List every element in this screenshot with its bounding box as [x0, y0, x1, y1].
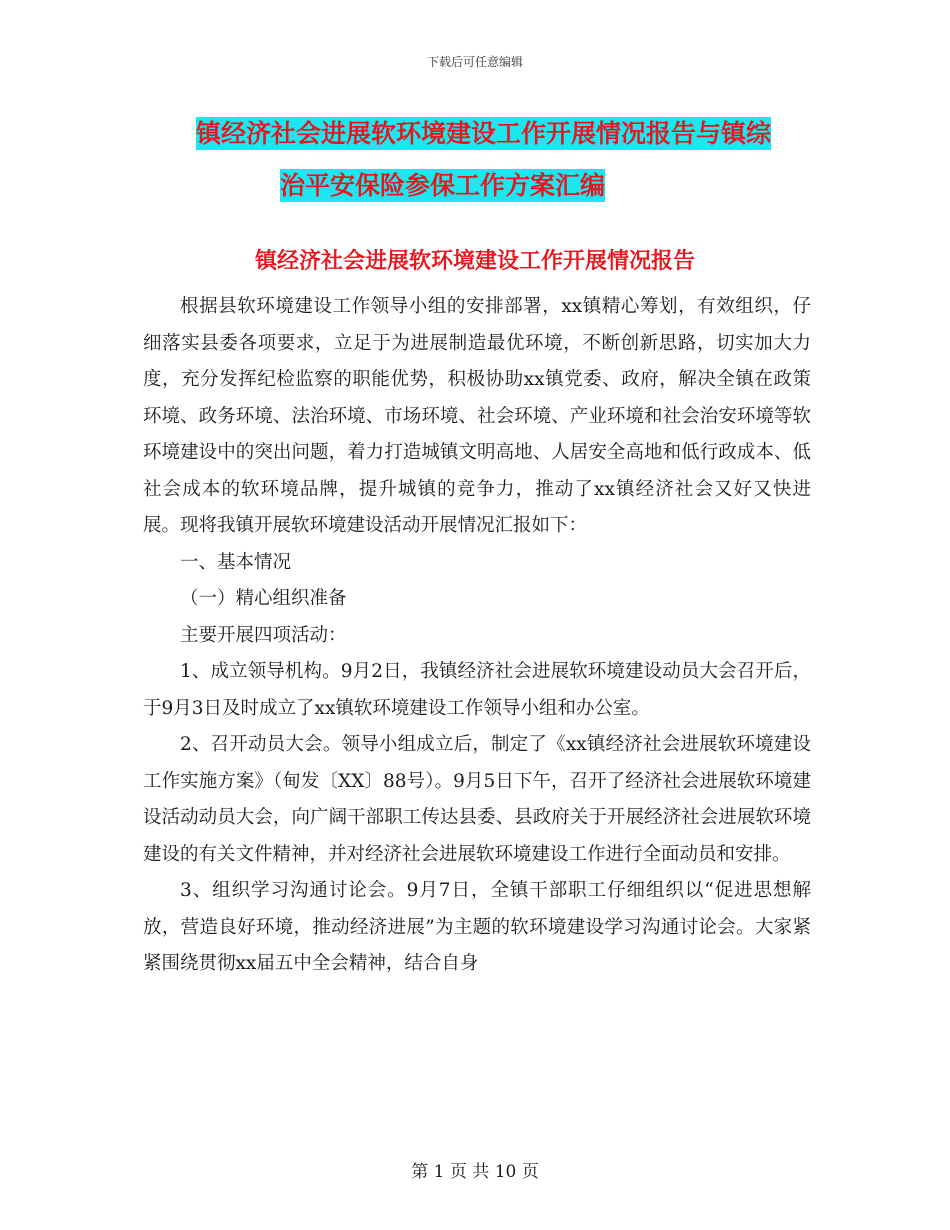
paragraph-intro: 根据县软环境建设工作领导小组的安排部署，xx镇精心筹划，有效组织，仔细落实县委各项要求，立足于为进展制造最优环境，不断创新思路，切实加大力度，充分发挥纪检监察的职能优势，积极协助xx镇党委、政府，解决全镇在政策环境、政务环境、法治环境、市场环境、社会环境、产业环境和社会治安环境等软环境建设中的突出问题，着力打造城镇文明高地、人居安全高地和低行政成本、低社会成本的软环境品牌，提升城镇的竞争力，推动了xx镇经济社会又好又快进展。现将我镇开展软环境建设活动开展情况汇报如下： [143, 296, 811, 536]
paragraph-item-3: 3、组织学习沟通讨论会。9月7日，全镇干部职工仔细组织以“促进思想解放，营造良好环境，推动经济进展”为主题的软环境建设学习沟通讨论会。大家紧紧围绕贯彻xx届五中全会精神，结合自身 [143, 880, 811, 974]
paragraph-item-1: 1、成立领导机构。9月2日，我镇经济社会进展软环境建设动员大会召开后，于9月3日及时成立了xx镇软环境建设工作领导小组和办公室。 [143, 661, 811, 719]
title-line-1 [150, 108, 830, 160]
heading-basic-situation: 一、基本情况 [180, 551, 292, 573]
title-line-1-text: 镇经济社会进展软环境建设工作开展情况报告与镇综 [196, 119, 772, 148]
header-note: 下载后可任意编辑 [426, 55, 523, 69]
subheading-organization: （一）精心组织准备 [180, 588, 347, 609]
body-content [143, 289, 811, 983]
document-title [150, 108, 830, 212]
paragraph-item-2: 2、召开动员大会。领导小组成立后，制定了《xx镇经济社会进展软环境建设工作实施方案》（甸发〔XX〕88号）。9月5日下午，召开了经济社会进展软环境建设活动动员大会，向广阔干部职工传达县委、县政府关于开展经济社会进展软环境建设的有关文件精神，并对经济社会进展软环境建设工作进行全面动员和安排。 [143, 734, 811, 865]
section-title: 镇经济社会进展软环境建设工作开展情况报告 [254, 249, 695, 274]
page-number: 第 1 页 共 10 页 [411, 1162, 539, 1182]
paragraph-activities: 主要开展四项活动： [180, 624, 347, 646]
title-line-2 [150, 160, 830, 212]
title-line-2-text: 治平安保险参保工作方案汇编 [280, 171, 606, 200]
